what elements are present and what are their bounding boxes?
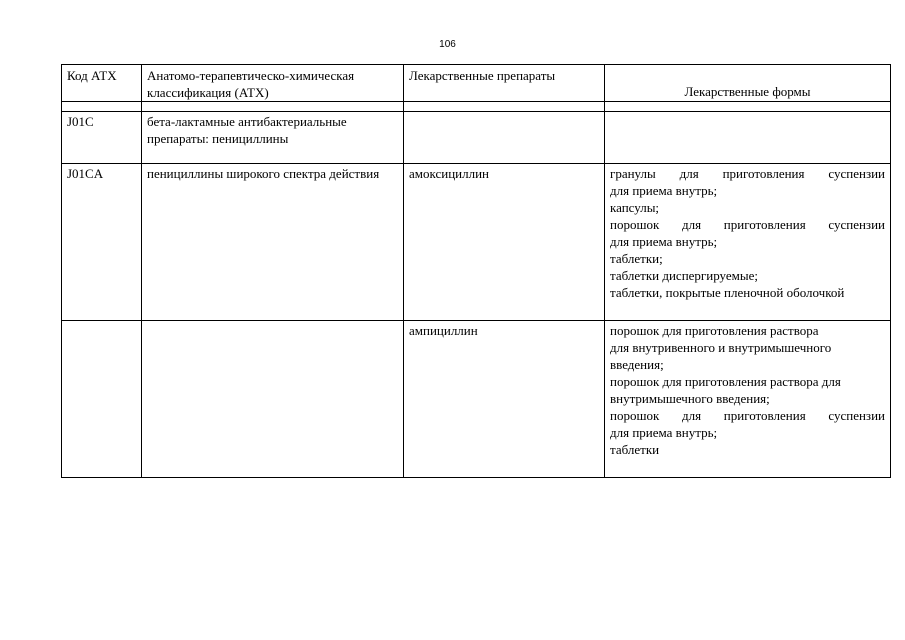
- header-dosage-forms: Лекарственные формы: [605, 65, 891, 102]
- dosage-form-line: таблетки;: [610, 251, 663, 266]
- dosage-form-line: введения;: [610, 357, 664, 372]
- dosage-form-line: гранулы для приготовления суспензии: [610, 166, 885, 181]
- dosage-forms-cell: [605, 164, 891, 321]
- drug-cell: ампициллин: [404, 321, 605, 478]
- dosage-form-line: таблетки: [610, 442, 660, 457]
- table-row: [62, 164, 891, 321]
- atc-code-cell: J01CA: [62, 164, 142, 321]
- atc-code-cell: [62, 321, 142, 478]
- drug-cell: [404, 112, 605, 164]
- dosage-forms-cell: [605, 112, 891, 164]
- dosage-forms-cell: [605, 321, 891, 478]
- dosage-form-line: порошок для приготовления раствора для: [610, 374, 841, 389]
- atc-drug-table: [61, 64, 891, 478]
- dosage-form-line: внутримышечного введения;: [610, 391, 770, 406]
- classification-cell: пенициллины широкого спектра действия: [142, 164, 404, 321]
- dosage-form-line: для приема внутрь;: [610, 183, 718, 198]
- dosage-form-line: для приема внутрь;: [610, 425, 718, 440]
- atc-code-cell: J01C: [62, 112, 142, 164]
- dosage-form-line: для внутривенного и внутримышечного: [610, 340, 832, 355]
- dosage-form-line: таблетки диспергируемые;: [610, 268, 758, 283]
- table-header-row: [62, 65, 891, 102]
- dosage-form-line: порошок для приготовления суспензии: [610, 217, 885, 232]
- dosage-form-line: порошок для приготовления суспензии: [610, 408, 885, 423]
- classification-cell: [142, 321, 404, 478]
- header-atc-classification: Анатомо-терапевтическо-химическая классификация (АТХ): [142, 65, 404, 102]
- page-number: 106: [439, 39, 456, 50]
- table-spacer-row: [62, 102, 891, 112]
- header-atc-code: Код АТХ: [62, 65, 142, 102]
- table-row: [62, 112, 891, 164]
- dosage-form-line: порошок для приготовления раствора: [610, 323, 819, 338]
- dosage-form-line: таблетки, покрытые пленочной оболочкой: [610, 285, 845, 300]
- dosage-form-line: капсулы;: [610, 200, 660, 215]
- header-drugs: Лекарственные препараты: [404, 65, 605, 102]
- drug-cell: амоксициллин: [404, 164, 605, 321]
- classification-cell: бета-лактамные антибактериальные препараты: пенициллины: [142, 112, 404, 164]
- table-row: [62, 321, 891, 478]
- dosage-form-line: для приема внутрь;: [610, 234, 718, 249]
